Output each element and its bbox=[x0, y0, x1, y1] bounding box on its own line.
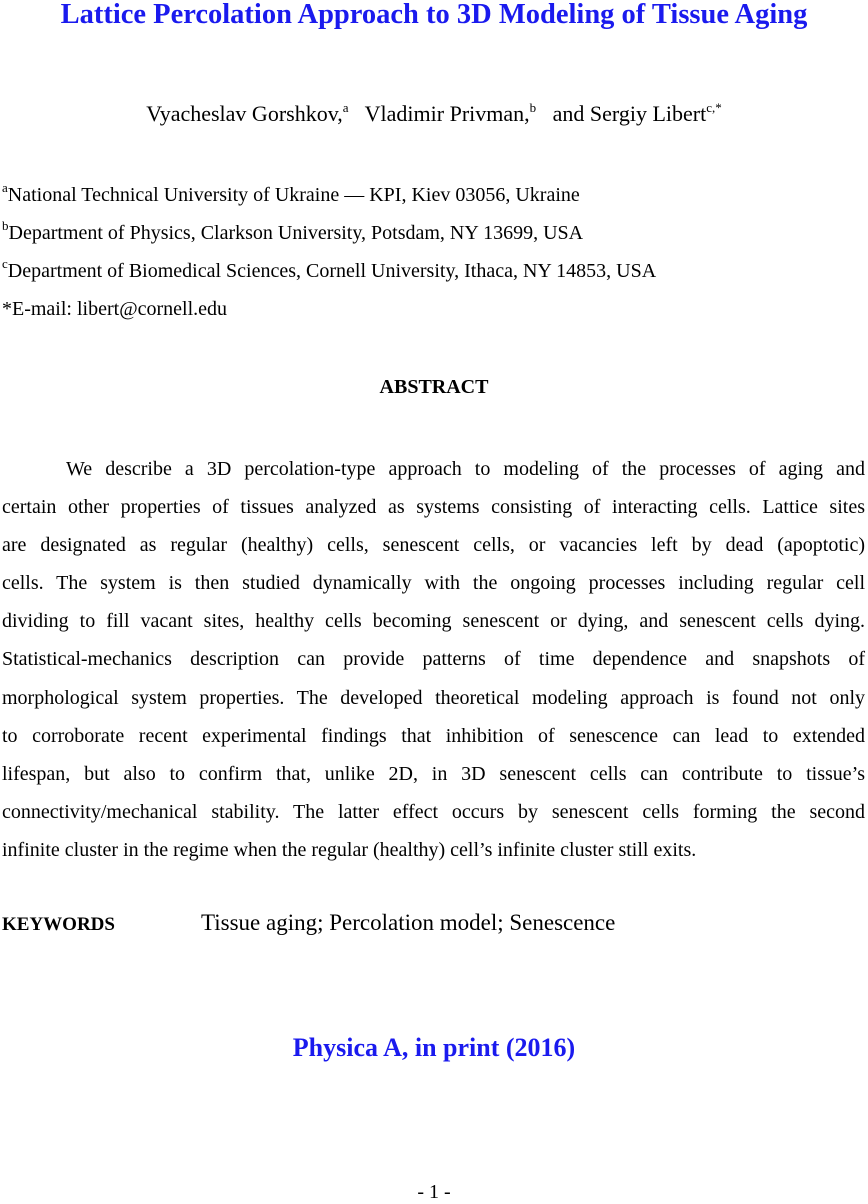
affiliation-b bbox=[2, 218, 584, 245]
journal-note: Physica A, in print (2016) bbox=[292, 1033, 576, 1062]
abstract-line: certain other properties of tissues analyzed as systems consisting of interacting cells. Lattice sites bbox=[2, 496, 865, 519]
abstract-line: infinite cluster in the regime when the regular (healthy) cell’s infinite cluster still exits. bbox=[2, 838, 697, 861]
author-name: and Sergiy Libert bbox=[552, 101, 707, 126]
keywords-label: KEYWORDS bbox=[2, 914, 115, 935]
author-line bbox=[0, 100, 868, 128]
abstract-body bbox=[2, 450, 865, 869]
author-name: Vladimir Privman, bbox=[364, 101, 530, 126]
abstract-line: morphological system properties. The developed theoretical modeling approach is found not only bbox=[2, 686, 865, 709]
abstract-line: We describe a 3D percolation-type approach to modeling of the processes of aging and bbox=[66, 458, 865, 480]
corresponding-email: *E-mail: libert@cornell.edu bbox=[2, 298, 228, 320]
page-number: - 1 - bbox=[417, 1181, 451, 1203]
author-affiliation-mark: a bbox=[342, 100, 349, 115]
affiliation-text: National Technical University of Ukraine — KPI, Kiev 03056, Ukraine bbox=[7, 184, 580, 206]
affiliation-text: Department of Biomedical Sciences, Cornell University, Ithaca, NY 14853, USA bbox=[7, 260, 657, 282]
abstract-heading: ABSTRACT bbox=[379, 376, 489, 398]
affiliation-mark: b bbox=[2, 218, 9, 233]
abstract-line: to corroborate recent experimental findings that inhibition of senescence can lead to extended bbox=[2, 724, 865, 747]
author-affiliation-mark: c,* bbox=[706, 100, 722, 115]
abstract-line: connectivity/mechanical stability. The latter effect occurs by senescent cells forming the second bbox=[2, 800, 865, 823]
abstract-line: are designated as regular (healthy) cells, senescent cells, or vacancies left by dead (apoptotic) bbox=[2, 534, 865, 557]
abstract-line: Statistical-mechanics description can provide patterns of time dependence and snapshots of bbox=[2, 648, 865, 671]
affiliation-mark: c bbox=[2, 256, 8, 271]
keywords-text: Tissue aging; Percolation model; Senescence bbox=[201, 910, 616, 935]
paper-title: Lattice Percolation Approach to 3D Modeling of Tissue Aging bbox=[60, 0, 808, 30]
affiliation-mark: a bbox=[2, 180, 8, 195]
abstract-line: dividing to fill vacant sites, healthy cells becoming senescent or dying, and senescent cells dying. bbox=[2, 610, 865, 633]
abstract-line: lifespan, but also to confirm that, unlike 2D, in 3D senescent cells can contribute to tissue’s bbox=[2, 762, 865, 785]
affiliation-text: Department of Physics, Clarkson University, Potsdam, NY 13699, USA bbox=[8, 222, 584, 244]
affiliation-a bbox=[2, 180, 580, 207]
affiliation-c bbox=[2, 256, 657, 283]
author-name: Vyacheslav Gorshkov, bbox=[146, 101, 343, 126]
abstract-line: cells. The system is then studied dynamically with the ongoing processes including regular cell bbox=[2, 572, 865, 595]
author-affiliation-mark: b bbox=[529, 100, 537, 115]
